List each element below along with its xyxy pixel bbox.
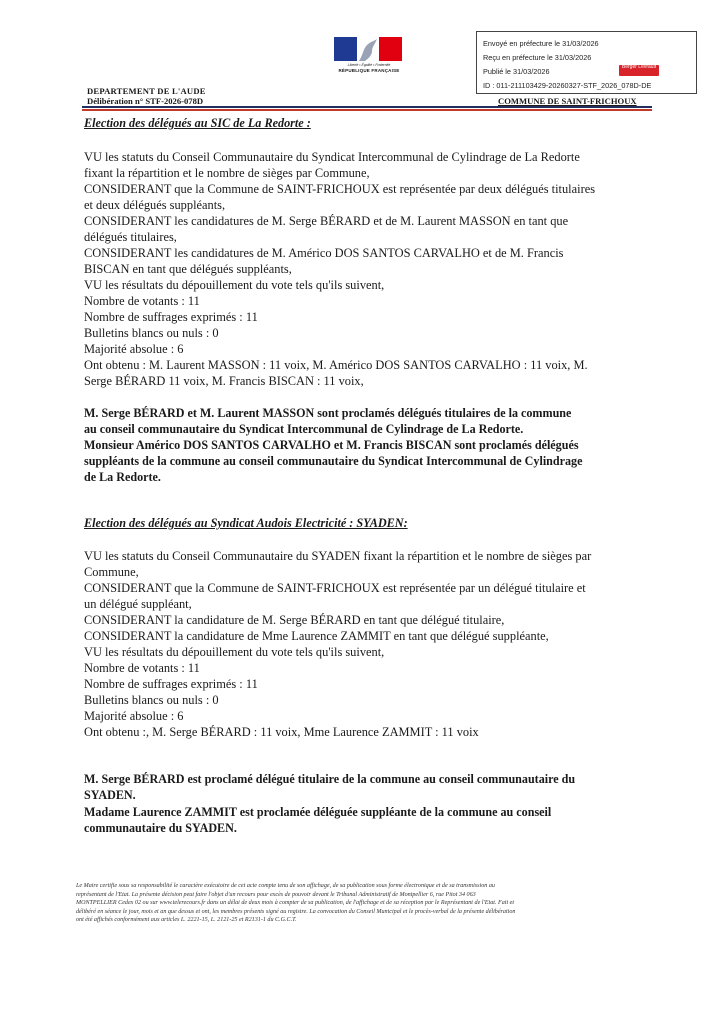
commune-name: COMMUNE DE SAINT-FRICHOUX bbox=[498, 96, 637, 106]
proclamation-line: Madame Laurence ZAMMIT est proclamée déléguée suppléante de la commune au conseil bbox=[84, 805, 552, 819]
text-line: VU les statuts du Conseil Communautaire du Syndicat Intercommunal de Cylindrage de La Redorte bbox=[84, 150, 580, 164]
text-line: CONSIDERANT la candidature de M. Serge BÉRARD en tant que délégué titulaire, bbox=[84, 613, 505, 627]
votes-cast: Nombre de suffrages exprimés : 11 bbox=[84, 677, 258, 691]
footer-line: ont été affichés conformément aux articles L. 2221-15, L. 2121-25 et R2131-1 du C.G.C.T. bbox=[76, 917, 297, 924]
department-label: DEPARTEMENT DE L'AUDE bbox=[87, 86, 206, 96]
vote-results: Serge BÉRARD 11 voix, M. Francis BISCAN : 11 voix, bbox=[84, 374, 364, 388]
legal-footer bbox=[76, 882, 648, 925]
stamp-sent: Envoyé en préfecture le 31/03/2026 bbox=[483, 39, 599, 48]
stamp-received: Reçu en préfecture le 31/03/2026 bbox=[483, 53, 592, 62]
proclamation-line: Monsieur Américo DOS SANTOS CARVALHO et M. Francis BISCAN sont proclamés délégués bbox=[84, 438, 579, 452]
stamp-id: ID : 011-211103429-20260327-STF_2026_078D-DE bbox=[483, 81, 652, 90]
marianne-logo bbox=[334, 37, 404, 73]
text-line: CONSIDERANT la candidature de Mme Laurence ZAMMIT en tant que délégué suppléante, bbox=[84, 629, 549, 643]
footer-line: MONTPELLIER Cedex 02 ou sur www.telerecours.fr dans un délai de deux mois à compter de sa publication, de l'affichage et de sa réception par le Représentant de l'Etat. Fait et bbox=[76, 900, 515, 907]
section-title-sic: Election des délégués au SIC de La Redorte : bbox=[84, 116, 311, 130]
proclamation-line: au conseil communautaire du Syndicat Intercommunal de Cylindrage de La Redorte. bbox=[84, 422, 524, 436]
text-line: et deux délégués suppléants, bbox=[84, 198, 226, 212]
proclamation-line: SYADEN. bbox=[84, 788, 136, 802]
text-line: fixant la répartition et le nombre de sièges par Commune, bbox=[84, 166, 370, 180]
blank-ballots: Bulletins blancs ou nuls : 0 bbox=[84, 693, 219, 707]
proclamation-line: M. Serge BÉRARD est proclamé délégué titulaire de la commune au conseil communautaire du bbox=[84, 772, 576, 786]
text-line: BISCAN en tant que délégués suppléants, bbox=[84, 262, 292, 276]
votes-cast: Nombre de suffrages exprimés : 11 bbox=[84, 310, 258, 324]
proclamation-line: de La Redorte. bbox=[84, 470, 161, 484]
footer-line: représentant de l'Etat. La présente décision peut faire l'objet d'un recours pour excès de pouvoir devant le Tribunal Administratif de Montpellier 6, rue Pitot 34 063 bbox=[76, 891, 476, 898]
proclamation-line: suppléants de la commune au conseil communautaire du Syndicat Intercommunal de Cylindrage bbox=[84, 454, 583, 468]
text-line: VU les résultats du dépouillement du vote tels qu'ils suivent, bbox=[84, 645, 385, 659]
text-line: un délégué suppléant, bbox=[84, 597, 192, 611]
republic-motto: Liberté • Égalité • Fraternité bbox=[347, 63, 391, 67]
text-line: VU les statuts du Conseil Communautaire du SYADEN fixant la répartition et le nombre de sièges par bbox=[84, 549, 592, 563]
text-line: CONSIDERANT les candidatures de M. Américo DOS SANTOS CARVALHO et de M. Francis bbox=[84, 246, 564, 260]
stamp-published: Publié le 31/03/2026 bbox=[483, 67, 550, 76]
republique-francaise-label: RÉPUBLIQUE FRANÇAISE bbox=[338, 68, 400, 73]
text-line: Commune, bbox=[84, 565, 139, 579]
absolute-majority: Majorité absolue : 6 bbox=[84, 709, 184, 723]
proclamation-line: communautaire du SYADEN. bbox=[84, 821, 237, 835]
text-line: CONSIDERANT que la Commune de SAINT-FRICHOUX est représentée par deux délégués titulaires bbox=[84, 182, 596, 196]
header-rule-blue bbox=[82, 106, 652, 108]
deliberation-number: Délibération n° STF-2026-078D bbox=[87, 96, 204, 106]
proclamation-line: M. Serge BÉRARD et M. Laurent MASSON sont proclamés délégués titulaires de la commune bbox=[84, 406, 572, 420]
prefecture-stamp bbox=[476, 31, 697, 94]
footer-line: délibéré en séance le jour, mois et an que dessus et ont, les membres présents signé au registre. La convocation du Conseil Municipal et le procès-verbal de la présente délibération bbox=[76, 908, 516, 915]
text-line: VU les résultats du dépouillement du vote tels qu'ils suivent, bbox=[84, 278, 385, 292]
vote-results: Ont obtenu : M. Laurent MASSON : 11 voix, M. Américo DOS SANTOS CARVALHO : 11 voix, M. bbox=[84, 358, 588, 372]
absolute-majority: Majorité absolue : 6 bbox=[84, 342, 184, 356]
section-title-syaden: Election des délégués au Syndicat Audois Electricité : SYADEN: bbox=[84, 516, 408, 530]
vote-results: Ont obtenu :, M. Serge BÉRARD : 11 voix, Mme Laurence ZAMMIT : 11 voix bbox=[84, 725, 479, 739]
text-line: CONSIDERANT les candidatures de M. Serge BÉRARD et de M. Laurent MASSON en tant que bbox=[84, 214, 569, 228]
blank-ballots: Bulletins blancs ou nuls : 0 bbox=[84, 326, 219, 340]
voters-count: Nombre de votants : 11 bbox=[84, 294, 200, 308]
text-line: délégués titulaires, bbox=[84, 230, 177, 244]
voters-count: Nombre de votants : 11 bbox=[84, 661, 200, 675]
text-line: CONSIDERANT que la Commune de SAINT-FRICHOUX est représentée par un délégué titulaire et bbox=[84, 581, 586, 595]
flag-icon bbox=[334, 37, 402, 61]
header-rule-red bbox=[82, 109, 652, 111]
footer-line: Le Maire certifie sous sa responsabilité le caractère exécutoire de cet acte compte tenu de son affichage, de sa publication sous forme électronique et de sa transmission au bbox=[76, 883, 495, 889]
berger-levrault-logo: Berger Levrault bbox=[619, 65, 659, 76]
